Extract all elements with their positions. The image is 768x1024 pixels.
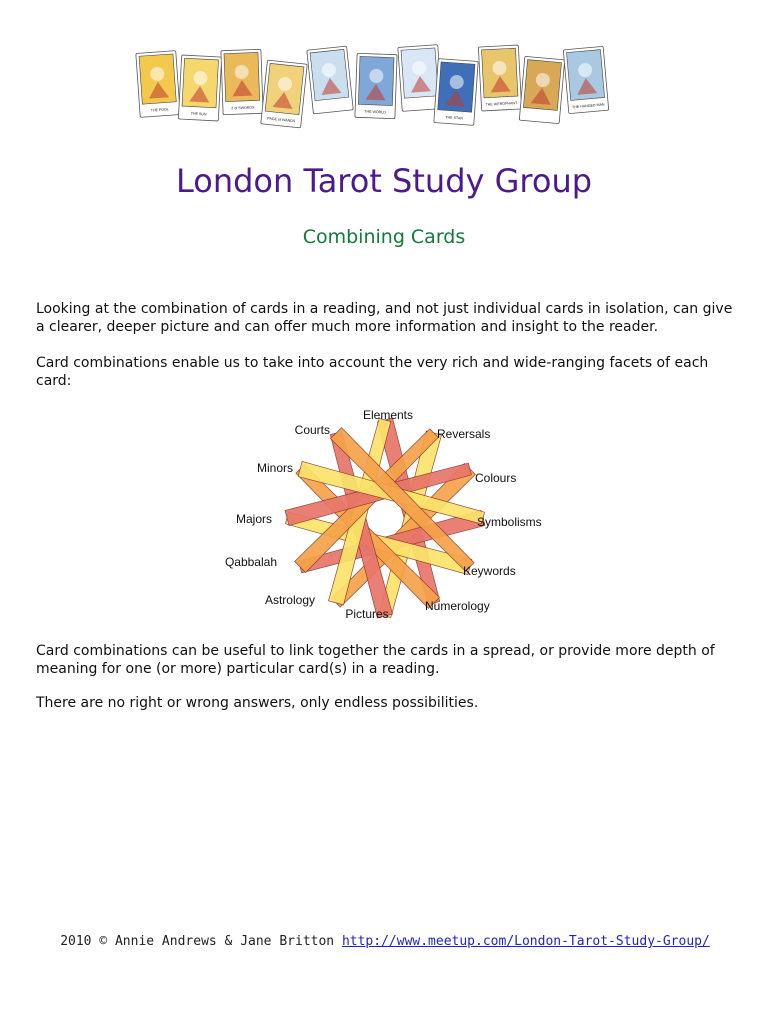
intro-paragraph: Looking at the combination of cards in a reading, and not just individual cards in isolation, can give a clearer, deeper picture and can offer much more information and insight to the reader.	[36, 301, 733, 335]
tarot-card	[478, 45, 521, 111]
combinations-paragraph: Card combinations can be useful to link together the cards in a spread, or provide more depth of meaning for one (or more) particular card(s) in a reading.	[36, 643, 715, 677]
tarot-card-label: THE FOOL	[150, 107, 169, 113]
facet-label: Reversals	[437, 427, 491, 441]
tarot-card	[434, 59, 478, 126]
facet-label: Qabbalah	[224, 555, 277, 569]
facet-label: Elements	[362, 408, 414, 422]
star-bands	[285, 418, 485, 618]
tarot-card	[261, 60, 307, 128]
tarot-card-label: THE HANGED MAN	[571, 102, 605, 110]
facet-label: Minors	[256, 461, 293, 475]
footer	[40, 930, 730, 954]
facet-label: Astrology	[264, 593, 315, 607]
tarot-card	[178, 55, 221, 121]
possibilities-paragraph: There are no right or wrong answers, only endless possibilities.	[36, 695, 479, 711]
tarot-card-label: PAGE of WANDS	[267, 116, 296, 124]
facets-star-diagram	[215, 400, 555, 630]
facet-label: Courts	[294, 423, 330, 437]
tarot-card	[221, 49, 263, 114]
tarot-card	[563, 46, 608, 113]
facet-label: Numerology	[425, 599, 490, 613]
tarot-card	[307, 46, 353, 114]
facet-label: Pictures	[345, 607, 389, 621]
facet-label: Keywords	[463, 564, 516, 578]
facets-paragraph: Card combinations enable us to take into account the very rich and wide-ranging facets of each card:	[36, 355, 709, 389]
page-title: London Tarot Study Group	[175, 162, 593, 200]
tarot-card-label: 2 of SWORDS	[231, 105, 255, 111]
facet-label: Colours	[475, 471, 517, 485]
tarot-cards-banner	[130, 40, 640, 140]
meetup-link[interactable]: http://www.meetup.com/London-Tarot-Study-Group/	[341, 934, 710, 949]
tarot-card	[136, 51, 180, 118]
facet-label: Symbolisms	[477, 515, 542, 529]
facet-label: Majors	[235, 512, 272, 526]
tarot-card-label: THE STAR	[445, 115, 464, 121]
tarot-card-label: THE WORLD	[364, 109, 386, 115]
tarot-card-label: THE HIEROPHANT	[485, 101, 518, 107]
tarot-card	[519, 56, 564, 123]
tarot-card	[355, 53, 397, 118]
page-subtitle: Combining Cards	[302, 226, 466, 248]
footer-copyright: 2010 © Annie Andrews & Jane Britton	[60, 934, 335, 949]
tarot-card-label: THE SUN	[190, 111, 207, 117]
